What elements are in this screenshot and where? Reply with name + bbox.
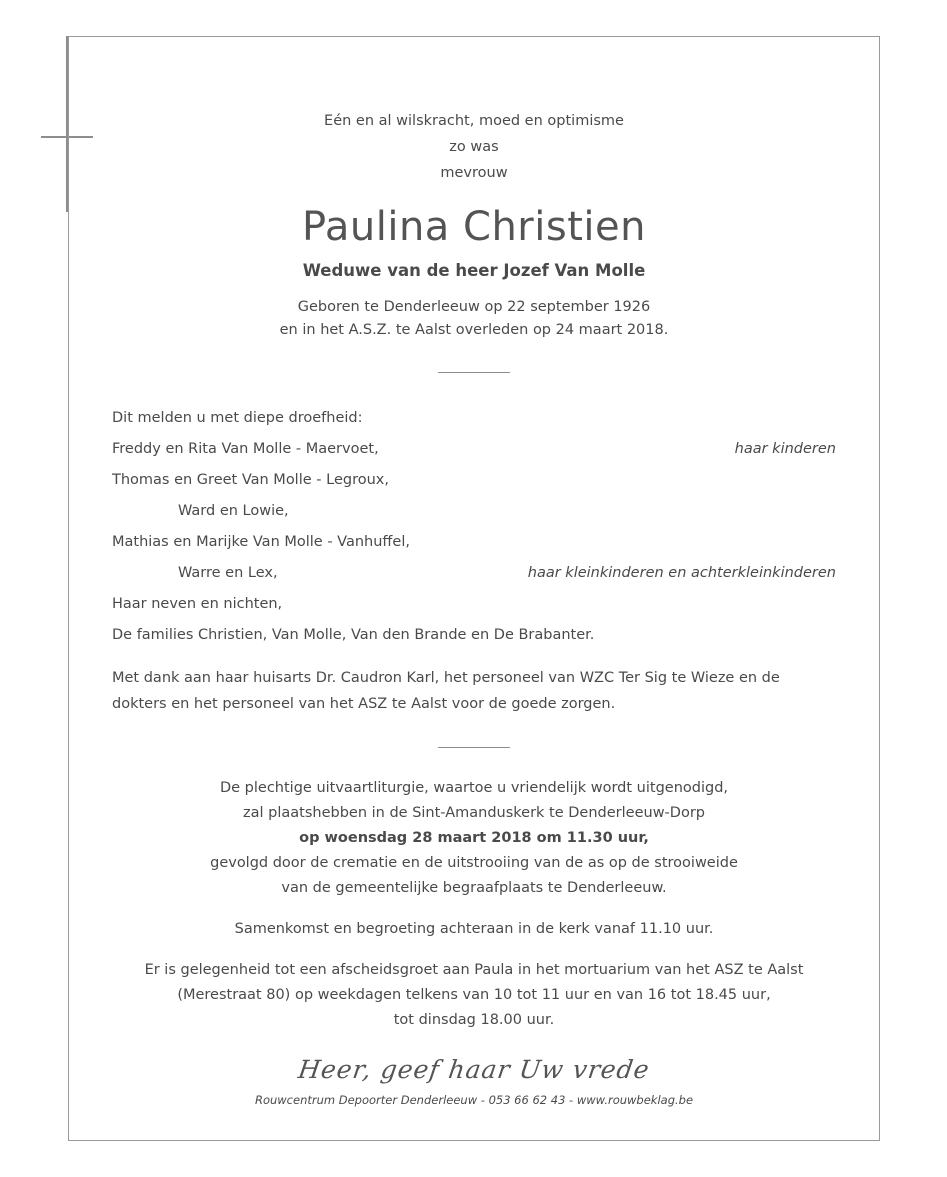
family-relation: haar kleinkinderen en achterkleinkinderen bbox=[527, 565, 836, 581]
intro-line-3: mevrouw bbox=[440, 165, 508, 181]
announcement-block bbox=[112, 403, 836, 717]
family-name: Thomas en Greet Van Molle - Legroux, bbox=[112, 472, 389, 488]
service-line-1: De plechtige uitvaartliturgie, waartoe u vriendelijk wordt uitgenodigd, bbox=[219, 780, 729, 796]
family-relation: haar kinderen bbox=[734, 441, 836, 457]
family-name: Haar neven en nichten, bbox=[112, 596, 283, 612]
list-item bbox=[112, 620, 836, 651]
list-item bbox=[112, 434, 836, 465]
family-name: Ward en Lowie, bbox=[178, 503, 289, 519]
gathering-line: Samenkomst en begroeting achteraan in de kerk vanaf 11.10 uur. bbox=[234, 921, 714, 937]
service-datetime: op woensdag 28 maart 2018 om 11.30 uur, bbox=[299, 830, 649, 846]
memorial-card bbox=[68, 36, 880, 1141]
announcement-lead bbox=[112, 403, 836, 434]
list-item bbox=[112, 527, 836, 558]
intro-line-1: Eén en al wilskracht, moed en optimisme bbox=[324, 113, 624, 129]
list-item bbox=[112, 558, 836, 589]
divider-top bbox=[438, 372, 510, 373]
prayer-line: Heer, geef haar Uw vrede bbox=[296, 1055, 652, 1084]
death-line: en in het A.S.Z. te Aalst overleden op 24 maart 2018. bbox=[279, 322, 669, 338]
family-name: Warre en Lex, bbox=[178, 565, 278, 581]
birth-line: Geboren te Denderleeuw op 22 september 1926 bbox=[297, 299, 651, 315]
announcement-lead-text: Dit melden u met diepe droefheid: bbox=[112, 410, 363, 426]
farewell-line-1: Er is gelegenheid tot een afscheidsgroet aan Paula in het mortuarium van het ASZ te Aalst bbox=[144, 962, 804, 978]
list-item bbox=[112, 496, 836, 527]
service-line-2: zal plaatshebben in de Sint-Amanduskerk te Denderleeuw-Dorp bbox=[243, 805, 705, 821]
spouse-line: Weduwe van de heer Jozef Van Molle bbox=[302, 261, 646, 280]
list-item bbox=[112, 589, 836, 620]
list-item bbox=[112, 465, 836, 496]
intro-line-2: zo was bbox=[449, 139, 499, 155]
family-name: Freddy en Rita Van Molle - Maervoet, bbox=[112, 441, 379, 457]
family-name: Mathias en Marijke Van Molle - Vanhuffel, bbox=[112, 534, 410, 550]
deceased-name: Paulina Christien bbox=[302, 204, 646, 250]
thanks-paragraph: Met dank aan haar huisarts Dr. Caudron Karl, het personeel van WZC Ter Sig te Wieze en de dokters en het personeel van het ASZ te Aalst voor de goede zorgen. bbox=[112, 670, 780, 712]
service-line-4: gevolgd door de crematie en de uitstrooiing van de as op de strooiweide bbox=[210, 855, 738, 871]
farewell-line-3: tot dinsdag 18.00 uur. bbox=[393, 1012, 555, 1028]
service-details bbox=[112, 776, 836, 1033]
divider-bottom bbox=[438, 747, 510, 748]
service-line-5: van de gemeentelijke begraafplaats te Denderleeuw. bbox=[281, 880, 667, 896]
farewell-line-2: (Merestraat 80) op weekdagen telkens van 10 tot 11 uur en van 16 tot 18.45 uur, bbox=[177, 987, 771, 1003]
family-name: De families Christien, Van Molle, Van den Brande en De Brabanter. bbox=[112, 627, 595, 643]
footer-credit: Rouwcentrum Depoorter Denderleeuw - 053 66 62 43 - www.rouwbeklag.be bbox=[254, 1093, 694, 1107]
